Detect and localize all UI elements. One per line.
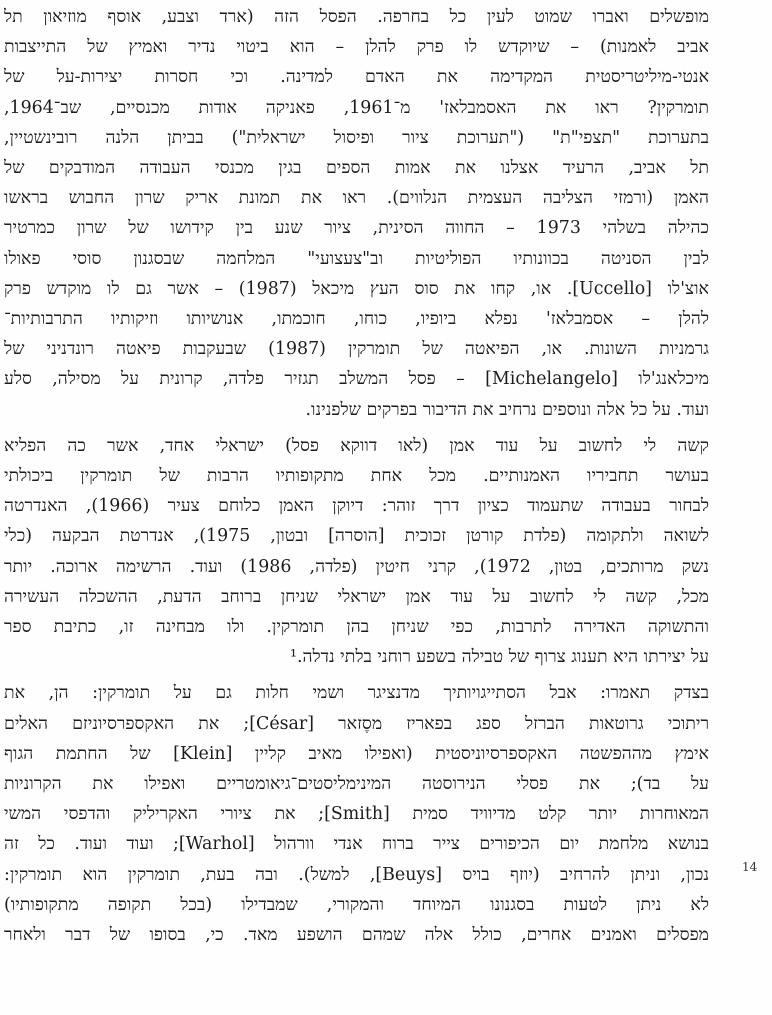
paragraph-2 <box>4 425 709 673</box>
text-line: מפסלים ואמנים אחרים, כולל אלה שמהם הושפע מאד. כי, בסופו של דבר ולאחר <box>4 925 709 946</box>
text-line: ריתוכי גרוטאות הברזל ספג בפאריז מסֶזאר [César]; את האקספרסיוניזם האלים <box>4 713 709 734</box>
text-line: בעושר תחביריו האמנותיים. מכל אחת מתקופותיו הרבות של תומרקין ביכולתי <box>4 466 709 487</box>
text-line: לבחור בעבודה שתעמוד כציון דרך זוהר: דיוקן האמן כלוחם צעיר (1966), האנדרטה <box>4 496 709 517</box>
text-line: בתערוכת "תצפי"ת" ("תערוכת ציור ופיסול ישראלית") בביתן הלנה רובינשטיין, <box>4 127 709 148</box>
paragraph-3 <box>4 672 709 950</box>
text-line: נשק מרותכים, בטון, 1972), קרני חיטין (פלדה, 1986) ועוד. הרשימה ארוכה. יותר <box>4 556 709 577</box>
text-line: לבין הסניטה בכוונותיו הפוליטיות וב"צעצועי" המלחמה שבסגנון סוסי פאולו <box>4 248 709 269</box>
text-line: כהילה בשלהי 1973 – החווה הסינית, ציור שנע בין קידושו של שרון כמרטיר <box>4 218 709 239</box>
text-line: אימץ מההפשטה האקספרסיוניסטית (ואפילו מאיב קליין [Klein] של החתמת הגוף <box>4 743 709 764</box>
text-line: לשואה ולתקומה (פלדת קורטן זכוכית [הוסרה] ובטון, 1975), אנדרטת הבקעה (כלי <box>4 526 709 547</box>
text-line: קשה לי לחשוב על עוד אמן (לאו דווקא פסל) ישראלי אחד, אשר כה הפליא <box>4 435 709 456</box>
page-number: 14 <box>742 860 758 874</box>
text-line: על יצירתו היא תענוג צרוף של טבילה בשפע רוחני בלתי נדלה.¹ <box>289 647 709 668</box>
text-line: נכון, וניתן להרחיב (יוזף בויס [Beuys], למשל). ובה בעת, תומרקין הוא תומרקין: <box>4 864 709 885</box>
text-line: מכל, קשה לי לחשוב על עוד אמן ישראלי שניחן ברוחב הדעת, ההשכלה העשירה <box>4 586 709 607</box>
text-line: מיכלאנג'לו [Michelangelo] – פסל המשלב תגזיר פלדה, קרונית על מסילה, סלע <box>4 369 709 390</box>
main-text-column <box>4 0 709 950</box>
paragraph-1 <box>4 0 709 425</box>
text-line: גרמניות השונות. או, הפיאטה של תומרקין (1987) שבעקבות פיאטה רונדניני של <box>4 339 709 360</box>
text-line: האמן (ורמזי הצליבה העצמית הנלווים). ראו את תמונת אריק שרון החבוש בראשו <box>4 188 709 209</box>
text-line: בנושא מלחמת יום הכיפורים צייר ברוח אנדי וורהול [Warhol]; ועוד ועוד. כל זה <box>4 834 709 855</box>
text-line: המאוחרות יותר קלט מדיוויד סמית [Smith]; את ציורי האקריליק והדפסי המשי <box>4 804 709 825</box>
text-line: אביב לאמנות) – שיוקדש לו פרק להלן – הוא ביטוי נדיר ואמיץ של התייצבות <box>4 37 709 58</box>
text-line: והתשוקה האדירה לתרבות, כפי שניחן בהן תומרקין. ולו מבחינה זו, כתיבת ספר <box>4 617 709 638</box>
text-line: בצדק תאמרו: אבל הסתייגויותיך מדנציגר ושמי חלות גם על תומרקין: הן, את <box>4 683 709 704</box>
text-line: אנטי-מיליטריסטית המקדימה את האדם למדינה. וכי חסרות יצירות-על של <box>4 67 709 88</box>
text-line: על בד); את פסלי הנירוסטה המינימליסטים־גיאומטריים ואפילו את הקרוניות <box>4 774 709 795</box>
text-line: תומרקין? ראו את האסמבלאז' מ־1961, פאניקה אודות מכנסיים, שב־1964, <box>4 97 709 118</box>
text-line: להלן – אסמבלאז' נפלא ביופיו, כוחו, חוכמתו, אנושיותו וזיקותיו התרבותיות־ <box>4 309 709 330</box>
text-line: לא ניתן לטעות בסגנונו המיוחד והמקורי, שמבדילו (בכל תקופה מתקופותיו) <box>4 894 709 915</box>
text-line: ועוד. על כל אלה ונוספים נרחיב את הדיבור בפרקים שלפנינו. <box>305 399 709 420</box>
text-line: אוצ'לו [Uccello]. או, קחו את סוס העץ מיכאל (1987) – אשר גם לו מוקדש פרק <box>4 278 709 299</box>
text-line: מופשלים ואברו שמוט לעין כל בחרפה. הפסל הזה (ארד וצבע, אוסף מוזיאון תל <box>4 7 709 27</box>
text-line: תל אביב, הרעיד אצלנו את אמות הספים בגין מכנסי העבודה המודבקים של <box>4 158 709 179</box>
